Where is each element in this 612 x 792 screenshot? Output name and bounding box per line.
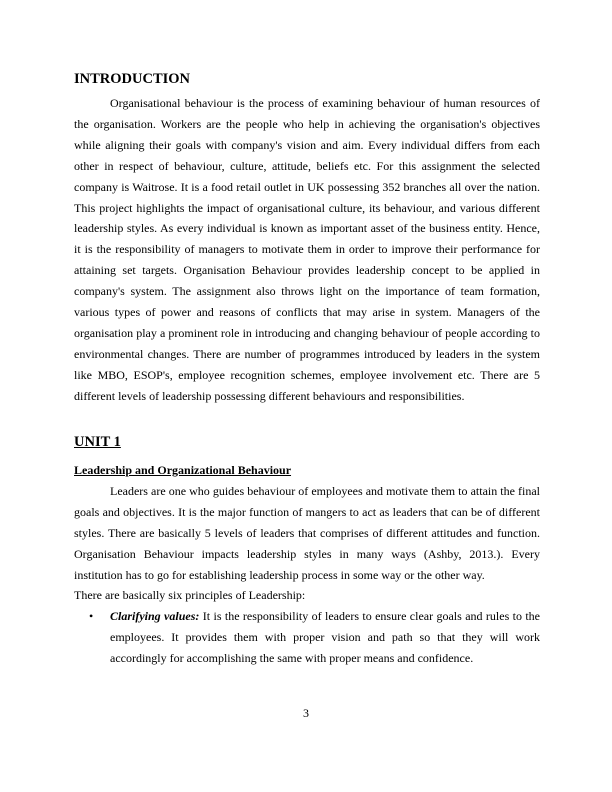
- introduction-heading: INTRODUCTION: [74, 71, 191, 87]
- leadership-subheading: Leadership and Organizational Behaviour: [74, 463, 292, 477]
- unit-1-heading: UNIT 1: [74, 434, 121, 450]
- bullet-icon: •: [89, 609, 94, 623]
- leadership-paragraph: Leaders are one who guides behaviour of employees and motivate them to attain the final goals and objectives. It is the major function of mangers to act as leaders that can be of different styles. There are basically 5 levels of leaders that comprises of different attitudes and function. Organisation Behaviour impacts leadership styles in many ways (Ashby, 2013.). Every institution has to go for establishing leadership process in some way or the other way.: [74, 484, 540, 582]
- principles-intro: There are basically six principles of Leadership:: [74, 588, 306, 602]
- principles-list: [74, 606, 540, 669]
- principle-term: Clarifying values:: [110, 609, 200, 623]
- introduction-section: [74, 70, 540, 88]
- list-item: [74, 606, 540, 669]
- introduction-paragraph: Organisational behaviour is the process of examining behaviour of human resources of the organisation. Workers are the people who help in achieving the organisation's objectives while aligning their goals with company's vision and aim. Every individual differs from each other in respect of behaviour, culture, attitude, beliefs etc. For this assignment the selected company is Waitrose. It is a food retail outlet in UK possessing 352 branches all over the nation. This project highlights the impact of organisational culture, its behaviour, and various different leadership styles. As every individual is known as important asset of the business entity. Hence, it is the responsibility of managers to motivate them in order to improve their performance for attaining set targets. Organisation Behaviour provides leadership concept to be applied in company's system. The assignment also throws light on the importance of team formation, various types of power and reasons of conflicts that may arise in system. Managers of the organisation play a prominent role in introducing and changing behaviour of people according to environmental changes. There are number of programmes introduced by leaders in the system like MBO, ESOP's, employee recognition schemes, employee involvement etc. There are 5 different levels of leadership possessing different behaviours and responsibilities.: [74, 96, 540, 403]
- principle-text: It is the responsibility of leaders to ensure clear goals and rules to the employees. It provides them with proper vision and path so that they will work accordingly for accomplishing the same with proper means and confidence.: [110, 609, 540, 665]
- page-number: 3: [303, 706, 309, 720]
